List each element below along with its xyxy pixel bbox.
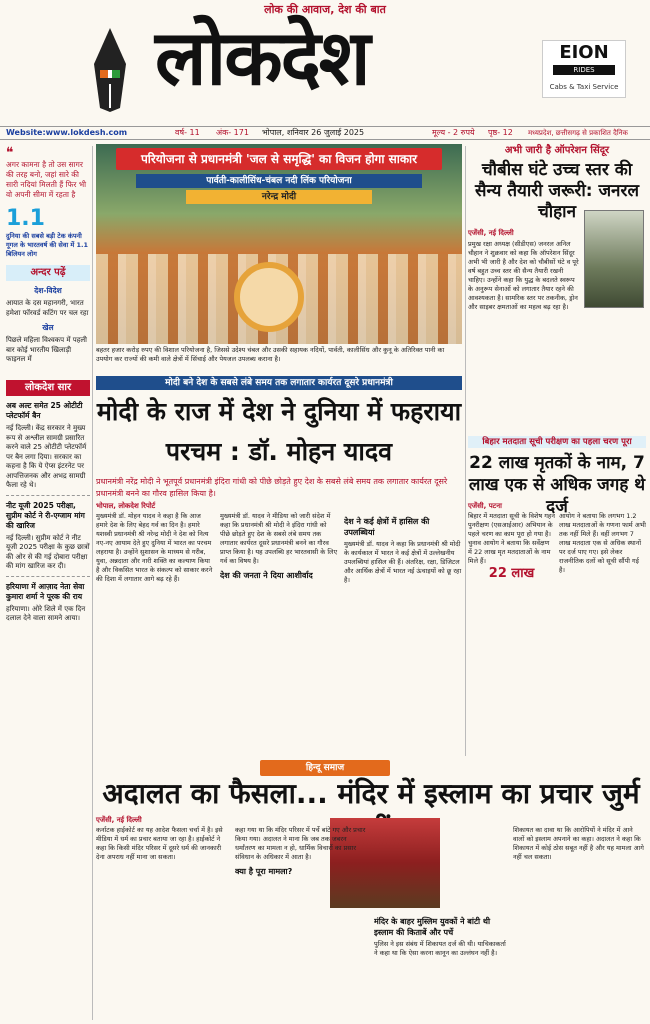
court-col-3-text: पुलिस ने इस संबंध में शिकायत दर्ज की थी। याचिकाकर्ता ने कहा था कि ऐसा करना कानून का उल्लंघन नहीं है। <box>374 940 506 957</box>
column-rule <box>92 146 93 1020</box>
quote-mark-icon: ❝ <box>6 145 14 161</box>
ott-ban-headline: अब अल्ट समेत 25 ओटीटी प्लेटफॉर्म बैन <box>6 401 83 420</box>
bihar-body <box>468 512 646 752</box>
court-col-3 <box>374 826 507 1020</box>
bihar-col-1 <box>468 512 555 752</box>
info-bar <box>0 126 650 140</box>
price: मूल्य - 2 रुपये <box>432 128 475 137</box>
photo-caption: बहतर हजार करोड़ रुपए की विशाल परियोजना है, जिससे उदेश्य चंबल और उसकी सहायक नदियों, पार्वती, कालीसिंध और कुनू के अतिरिक्त पानी का उपयोग कर राज्यों की कमी वाले क्षेत्रों में सिंचाई और पेयजल उपलब्ध कराना है। <box>96 346 445 363</box>
haryana-text: हरियाणा। ओरे शिले में एक दिन दलाल देने वाला सामने आया। <box>6 604 86 622</box>
lead-col-3-text: मुख्यमंत्री डॉ. यादव ने कहा कि प्रधानमंत्री श्री मोदी के कार्यकाल में भारत ने कई क्षेत्रों में उल्लेखनीय उपलब्धियां हासिल की हैं। अंतरिक्ष, रक्षा, डिजिटल और आर्थिक क्षेत्रों में भारत नई ऊंचाइयों को छू रहा है। <box>344 540 462 584</box>
masthead-tagline: लोक की आवाज, देश की बात <box>264 3 386 16</box>
bihar-headline: 22 लाख मृतकों के नाम, 7 लाख एक से अधिक जगह थे दर्ज <box>468 453 646 517</box>
garland-portrait-image <box>234 262 304 332</box>
bihar-col-1-text: बिहार में मतदाता सूची के विशेष गहन पुनरीक्षण (एसआईआर) अभियान के पहले चरण का काम पूरा हो गया है। चुनाव आयोग ने बताया कि सर्वेक्षण में 22 लाख मृत मतदाताओं के नाम मिले हैं। <box>468 512 555 565</box>
court-col-1-text: कर्नाटक हाईकोर्ट का यह आदेश फैसला चर्चा में है। इसे मीडिया में धर्म का प्रचार बताया जा रहा है। हाईकोर्ट ने कहा कि किसी मंदिर परिसर में दूसरे धर्म की जानकारी देना अपराध नहीं माना जा सकता। <box>96 826 223 861</box>
neet-headline: नीट यूजी 2025 परीक्षा, सुप्रीम कोर्ट ने री-एग्जाम मांग की खारिज <box>6 500 85 530</box>
court-body <box>96 826 646 1020</box>
dateline: भोपाल, शनिवार 26 जुलाई 2025 <box>262 128 365 137</box>
right-kicker: अभी जारी है ऑपरेशन सिंदूर <box>504 145 610 156</box>
volume-year: वर्ष- 11 <box>175 128 200 137</box>
court-band: हिन्दू समाज <box>260 760 390 776</box>
sport-label: खेल <box>42 323 54 332</box>
court-col-4 <box>513 826 646 1020</box>
right-story <box>468 144 646 312</box>
issue-number: अंक- 171 <box>216 128 249 137</box>
pen-nib-logo-icon <box>64 24 156 112</box>
lead-headline: मोदी के राज में देश ने दुनिया में फहराया परचम : डॉ. मोहन यादव <box>96 397 462 466</box>
website-link[interactable]: Website:www.lokdesh.com <box>6 128 128 137</box>
ott-ban-text: नई दिल्ली। केंद्र सरकार ने मुख्य रूप से अश्लील सामग्री प्रसारित करने वाले 25 ओटीटी प्लेटफॉर्म पर बैन लगा दिया। सरकार का कहना है कि ये ऐप्स इंटरनेट पर आपत्तिजनक और अभद्र सामग्री फैला रहे थे। <box>6 424 87 489</box>
sport-text: पिछले महिला विश्वकप में पहली बार कोई भारतीय खिलाड़ी फाइनल में <box>6 336 87 363</box>
right-headline: चौबीस घंटे उच्च स्तर की सैन्य तैयारी जरूरी: जनरल चौहान <box>475 160 639 222</box>
court-byline: एजेंसी, नई दिल्ली <box>96 816 142 824</box>
court-col-2-text: कहा गया था कि मंदिर परिसर में पर्चे बांटे गए और प्रचार किया गया। अदालत ने माना कि जब तक जबरन धर्मांतरण का मामला न हो, धार्मिक विचारों का प्रसार संविधान के अधिकार में आता है। <box>235 826 366 861</box>
right-body: प्रमुख रक्षा अध्यक्ष (सीडीएस) जनरल अनिल चौहान ने शुक्रवार को कहा कि ऑपरेशन सिंदूर अभी भी जारी है और देश को चौबीसों घंटे व पूरे वर्ष बहुत उच्च स्तर की सैन्य तैयारी रखनी चाहिए। उन्होंने कहा कि युद्ध के बदलते स्वरूप के अनुरूप सेनाओं को लगातार तैयार रहने की आवश्यकता है। सामरिक स्तर पर तकनीक, ड्रोन और साइबर क्षमताओं का महत्व बढ़ रहा है। <box>468 240 579 311</box>
left-sidebar <box>6 146 90 365</box>
photo-project-name: पार्वती-कालीसिंध-चंबल नदी लिंक परियोजना <box>136 174 422 188</box>
general-portrait-image <box>584 210 644 308</box>
lead-byline: भोपाल, लोकदेश रिपोर्ट <box>96 502 156 510</box>
lead-kicker: मोदी बने देश के सबसे लंबे समय तक लगातार कार्यरत दूसरे प्रधानमंत्री <box>96 376 462 390</box>
court-col-2 <box>235 826 368 1020</box>
neet-text: नई दिल्ली। सुप्रीम कोर्ट ने नीट यूजी 2025 परीक्षा के कुछ छात्रों की ओर से की गई दोबारा परीक्षा की मांग खारिज कर दी। <box>6 533 90 570</box>
inside-label: अन्दर पढ़ें <box>6 265 90 281</box>
court-col-3-subhead: मंदिर के बाहर मुस्लिम युवकों ने बांटी थी इस्लाम की किताबें और पर्चे <box>374 917 491 937</box>
big-number-caption: दुनिया की सबसे बड़ी टेक कंपनी गूगल के भारतवर्ष की सेवा में 1.1 बिलियन लोग <box>6 232 89 258</box>
haryana-headline: हरियाणा में आज़ाद नेता सेवा कुमारा शर्मा ने पूरक की राय <box>6 581 85 601</box>
eion-ad[interactable] <box>542 40 626 98</box>
bihar-byline: एजेंसी, पटना <box>468 502 502 510</box>
bihar-col-2 <box>559 512 646 752</box>
photo-name-label: नरेन्द्र मोदी <box>186 190 372 204</box>
eion-brand: EION <box>559 42 609 63</box>
desh-videsh-label: देश-विदेश <box>34 286 62 295</box>
bihar-col-2-text: आयोग ने बताया कि लगभग 1.2 लाख मतदाताओं के गणना फार्म अभी तक नहीं मिले हैं। वहीं लगभग 7 लाख मतदाता एक से अधिक स्थानों पर दर्ज पाए गए। इसे लेकर राजनीतिक दलों को सूची सौंपी गई है। <box>559 512 646 574</box>
masthead <box>0 0 650 124</box>
daily-quote: अगर कामना है तो उस सागर की तरह बनो, जहां सारे की सारी नदियां मिलती हैं फिर भी वो अपनी सीमा में रहता है <box>6 160 87 199</box>
page-count: पृष्ठ- 12 <box>488 128 513 137</box>
desh-videsh-text: आयात के दस महानगरी, भारत हमेशा फॉरवर्ड कटिंग पर चल रहा <box>6 299 89 317</box>
newspaper-title: लोकदेश <box>155 13 369 102</box>
big-number: 1.1 <box>6 206 45 231</box>
lead-col-3-subhead: देश ने कई क्षेत्रों में हासिल की उपलब्धियां <box>344 517 430 537</box>
lead-col-2-subhead: देश की जनता ने दिया आशीर्वाद <box>220 571 313 580</box>
lead-body <box>96 512 462 754</box>
court-col-4-text: शिकायत का दावा था कि आरोपियों ने मंदिर में आने वालों को इस्लाम अपनाने का कहा। अदालत ने कहा कि शिकायत में कोई ठोस सबूत नहीं है और यह मामला आगे नहीं चल सकता। <box>513 826 644 861</box>
photo-banner: परियोजना से प्रधानमंत्री 'जल से समृद्धि' का विजन होगा साकार <box>116 148 442 170</box>
divider <box>6 576 90 577</box>
lead-col-1-text: मुख्यमंत्री डॉ. मोहन यादव ने कहा है कि आज हमारे देश के लिए बेहद गर्व का दिन है। हमारे यशस्वी प्रधानमंत्री श्री नरेन्द्र मोदी ने देश को नित्य नए-नए आयाम देते हुए दुनिया में भारत का परचम लहराया है। उन्होंने सुशासन के माध्यम से गरीब, युवा, अन्नदाता और नारी शक्ति का कल्याण किया है और विकसित भारत के संकल्प को साकार करने की दिशा में लगातार आगे बढ़ रहे हैं। <box>96 512 213 583</box>
eion-service: Cabs & Taxi Service <box>549 83 619 91</box>
bihar-kicker: बिहार मतदाता सूची परीक्षण का पहला चरण पूरा <box>468 436 646 448</box>
bihar-stat: 22 लाख <box>488 566 535 581</box>
lead-col-2-text: मुख्यमंत्री डॉ. यादव ने मीडिया को जारी संदेश में कहा कि प्रधानमंत्री श्री मोदी ने इंदिरा गांधी को पीछे छोड़ते हुए देश के सबसे लंबे समय तक लगातार कार्यरत दूसरे प्रधानमंत्री बनने का गौरव प्राप्त किया है। यह उपलब्धि हर भारतवासी के लिए गर्व का विषय है। <box>220 512 338 565</box>
lead-col-3 <box>344 512 462 754</box>
column-rule <box>465 146 466 756</box>
court-col-1 <box>96 826 229 1020</box>
lead-photo <box>96 144 462 344</box>
left-lower-news <box>6 374 90 624</box>
court-headline: अदालत का फैसला... मंदिर में इस्लाम का प्रचार जुर्म <box>102 777 640 810</box>
right-byline: एजेंसी, नई दिल्ली <box>468 229 514 237</box>
lead-col-1 <box>96 512 214 754</box>
lokdesh-saar-label: लोकदेश सार <box>6 380 90 396</box>
lead-deck: प्रधानमंत्री नरेंद्र मोदी ने भूतपूर्व प्रधानमंत्री इंदिरा गांधी को पीछे छोड़ते हुए देश के सबसे लंबे समय तक लगातार कार्यरत दूसरे प्रधानमंत्री बनने का गौरव हासिल किया है। <box>96 477 448 498</box>
lead-col-2 <box>220 512 338 754</box>
court-col-2-subhead: क्या है पूरा मामला? <box>235 867 293 876</box>
divider <box>6 495 90 496</box>
eion-rides: RIDES <box>553 65 615 75</box>
published-from: मध्यप्रदेश, छत्तीसगढ़ से प्रकाशित दैनिक <box>528 129 628 137</box>
